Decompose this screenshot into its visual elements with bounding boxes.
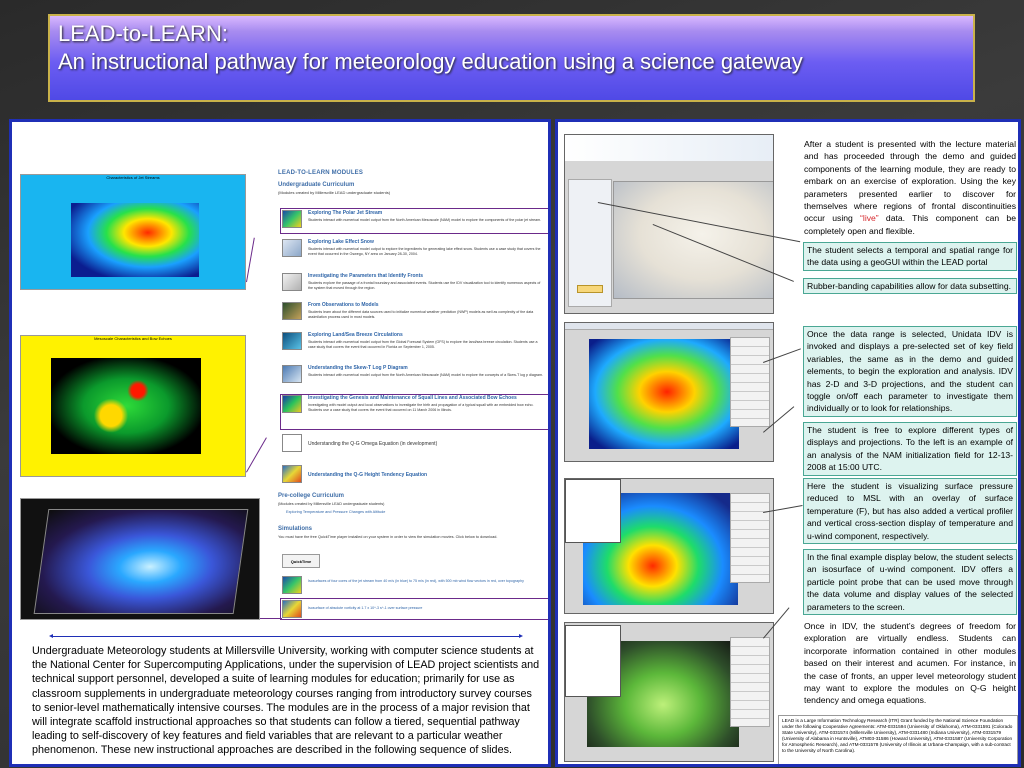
precollege-item-link[interactable]: Exploring Temperature and Pressure Changes with Altitude — [286, 510, 386, 514]
module-item[interactable] — [278, 302, 550, 332]
module-title-link[interactable]: Exploring Land/Sea Breeze Circulations — [308, 332, 403, 338]
simulation-item[interactable] — [278, 576, 550, 598]
modules-listing — [278, 170, 550, 195]
left-panel — [9, 119, 551, 767]
slide-subtitle: An instructional pathway for meteorology education using a science gateway — [58, 49, 803, 74]
volume-cube — [34, 509, 249, 614]
right-panel — [555, 119, 1021, 767]
callout-final-example: In the final example display below, the student selects an isosurface of u-wind component. IDV offers a particle point probe that can be used move through the data volume and display values of the selected parameters to the screen. — [803, 549, 1017, 615]
callout-rubber-banding: Rubber-banding capabilities allow for data subsetting. — [803, 278, 1017, 294]
undergrad-heading: Undergraduate Curriculum — [278, 182, 355, 188]
callout-idv: Once the data range is selected, Unidata IDV is invoked and displays a pre-selected set of key field variables, the same as in the demo and guided elements, to begin the exploration and analysis. IDV has 2-D and 3-D projections, and the student can toggle on/off each parameter to investigate them individually or to look for relationships. — [803, 326, 1017, 417]
highlight-box-jet — [280, 208, 550, 234]
leader-line-squall — [246, 437, 267, 472]
module-title-link[interactable]: From Observations to Models — [308, 302, 379, 308]
module-description: Students interact with numerical model output from the Global Forecast System (GFS) to explore the land/sea breeze circulation. Students use a case study that covers the event that occurred in Florida on September 1, 2005. — [308, 340, 538, 349]
simulation-link[interactable]: Isosurfaces of four cores of the jet stream from 40 m/s (in blue) to 75 m/s (in red), with 500 mb wind flow vectors in red, over topography — [308, 579, 524, 583]
undergrad-note: (Modules created by Millersville LEAD undergraduate students) — [278, 190, 391, 195]
module-description: Students explore the passage of a frontal boundary and associated events. Students use the IDV visualization tool to identify numerous aspects of the system that moved through the region. — [308, 281, 541, 290]
funding-credit: LEAD is a Large Information Technology Research (ITR) Grant funded by the National Science Foundation under the following Cooperative Agreements: ATM-0331594 (University of Oklahoma), ATM-0331591 (Colorado State University), ATM-0331574 (Millersville University), ATM-0331480 (Indiana University), ATM-0331579 (University of Alabama in Huntsville), ATM03-31586 (Howard University), ATM-0331587 (University Corporation for Atmospheric Research), and ATM-0331578 (University of Illinois at Urbana-Champaign, with a sub-contract to the University of North Carolina). — [778, 715, 1018, 767]
outro-paragraph: Once in IDV, the student’s degrees of freedom for exploration are virtually endless. Students can incorporate information contained in other modules based on their interest and acumen. For instance, in the case of fronts, an upper level meteorology student may want to explore the modules on Q-G height tendency and omega equations. — [804, 621, 1016, 706]
leader-line-jet — [246, 238, 255, 282]
squall-caption: Mesoscale Characteristics and Bow Echoes — [94, 336, 172, 341]
leader-line-simulation — [260, 618, 282, 619]
module-description: Students learn about the different data sources used to initialize numerical weather prediction (NWP) models as well as complexity of the data assimilation process used in most models. — [308, 310, 534, 319]
module-title-link[interactable]: Exploring The Polar Jet Stream — [308, 210, 383, 216]
module-description: Students interact with numerical model output to explore the ingredients for generating lake effect snow. Students use a case study that covers the event that occurred in the Oswego, NY area on January 28-30, 2004. — [308, 247, 541, 256]
module-title-link[interactable]: Investigating the Genesis and Maintenance of Squall Lines and Associated Bow Echoes — [308, 395, 517, 401]
idv-isosurface-screenshot — [564, 622, 774, 762]
module-icon — [282, 273, 302, 291]
layer-controls — [730, 493, 770, 583]
callout-geogui: The student selects a temporal and spatial range for the data using a geoGUI within the LEAD portal — [803, 242, 1017, 271]
squall-thumbnail — [20, 335, 246, 477]
module-item[interactable] — [278, 434, 550, 456]
module-item[interactable] — [278, 239, 550, 269]
module-description: Students interact with numerical model output from the North American Mesoscale (NAM) model to explore the components of the polar jet stream. — [308, 218, 542, 222]
section-divider — [52, 636, 520, 637]
jet-isosurface-3d-image — [20, 498, 260, 620]
callout-explore: The student is free to explore different types of displays and projections. To the left is an example of an analysis of the NAM initialization field for 12-13-2008 at 15:00 UTC. — [803, 422, 1017, 476]
simulations-heading: Simulations — [278, 526, 313, 532]
module-item[interactable] — [278, 273, 550, 303]
module-icon — [282, 434, 302, 452]
module-title-link[interactable]: Understanding the Q-G Height Tendency Equation — [308, 472, 428, 478]
module-title-link[interactable]: Exploring Lake Effect Snow — [308, 239, 374, 245]
module-title-link[interactable]: Understanding the Skew-T Log P Diagram — [308, 365, 408, 371]
module-icon — [282, 239, 302, 257]
radar-map-image — [51, 358, 201, 454]
jet-stream-thumbnail — [20, 174, 246, 290]
vertical-profiler-inset — [565, 479, 621, 543]
precollege-section — [278, 493, 550, 514]
jet-stream-caption: Characteristics of Jet Streams — [106, 175, 160, 180]
quicktime-download-button[interactable]: QuickTime — [282, 554, 320, 568]
summary-paragraph: Undergraduate Meteorology students at Millersville University, working with computer science students at the National Center for Supercomputing Applications, under the supervision of LEAD project scientists and technical support personnel, developed a suite of learning modules for education; primarily for use as classroom supplements in undergraduate meteorology courses ranging from introductory survey courses to senior-level mathematically intensive courses. The modules are in the process of a major revision that will integrate scaffold instructional approaches so that students can follow a tiered, sequential pathway leading to self-discovery of key features and field variables that are relevant to a particular weather phenomenon. These new instructional approaches are described in the following sequence of slides. — [32, 645, 540, 757]
simulations-note: You must have the free QuickTime player installed on your system in order to view the simulation movies. Click below to download. — [278, 535, 498, 539]
title-banner — [48, 14, 975, 102]
simulations-section — [278, 526, 550, 539]
simulation-icon — [282, 576, 302, 594]
callout-surface-pressure: Here the student is visualizing surface pressure reduced to MSL with an overlay of surface temperature (F), but has also added a vertical profiler and vertical cross-section display of temperature and u-wind component, respectively. — [803, 478, 1017, 544]
highlight-box-squall — [280, 394, 550, 430]
particle-probe-inset — [565, 625, 621, 697]
module-icon — [282, 465, 302, 483]
module-icon — [282, 302, 302, 320]
jet-stream-map-image — [71, 203, 199, 277]
module-description: Students interact with numerical model output from the North American Mesoscale (NAM) model to explore the concepts of a Skew-T log p diagram. — [308, 373, 544, 377]
idv-surface-pressure-screenshot — [564, 478, 774, 614]
precollege-note: (Modules created by Millersville LEAD undergraduate students) — [278, 502, 385, 506]
lead-portal-screenshot — [564, 134, 774, 314]
submit-button-image — [577, 285, 603, 293]
intro-text: After a student is presented with the lecture material and has proceeded through the demo and guided components of the learning module, they are ready to embark on an exercise of exploration. Using the key parameters presented earlier to discover for themselves where regions of frontal discontinuities occur using “live” data. This component can be completely open and flexible. — [804, 139, 1016, 236]
module-item[interactable] — [278, 465, 550, 487]
simulation-link[interactable]: Isosurface of absolute vorticity at 1.7 x 10^-3 s^-1 over surface pressure — [308, 606, 423, 610]
portal-header — [565, 135, 773, 161]
layer-controls — [730, 637, 770, 727]
module-item[interactable] — [278, 332, 550, 362]
slide-title: LEAD-to-LEARN: — [58, 21, 228, 46]
module-description: Investigating with model output and local observations to investigate the birth and propagation of a typical squall with an embedded bow echo. Students use a case study that covers the event that occurred on 11 March 2006 in Illinois. — [308, 403, 534, 412]
highlight-box-simulation — [280, 598, 550, 620]
nam-field-plot — [589, 339, 739, 449]
module-icon — [282, 332, 302, 350]
module-title-link[interactable]: Investigating the Parameters that Identify Fronts — [308, 273, 424, 279]
layer-controls — [730, 337, 770, 427]
module-icon — [282, 365, 302, 383]
modules-header: LEAD-TO-LEARN MODULES — [278, 170, 364, 176]
module-item[interactable] — [278, 365, 550, 391]
intro-paragraph — [804, 138, 1016, 237]
live-highlight: “live” — [860, 213, 879, 224]
module-title-link[interactable]: Understanding the Q-G Omega Equation (in development) — [308, 441, 438, 447]
precollege-heading: Pre-college Curriculum — [278, 493, 345, 499]
idv-nam-screenshot — [564, 322, 774, 462]
window-titlebar — [565, 323, 773, 330]
